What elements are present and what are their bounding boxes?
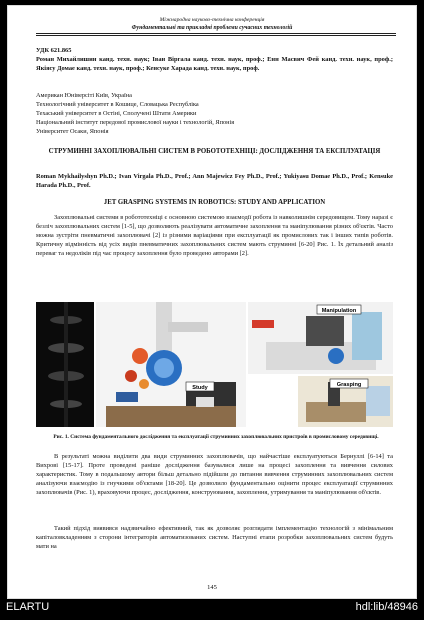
paragraph-results: В результаті можна виділити два види струминних захоплювачів, що найчастіше експлуатуються Бернуллі [6-14] та Вихрові [15-17]. Проте проведені раніше дослідження базувалися лише на процесі захоплення та вивчення силових характеристик. Тому в подальшому автори більш детально підійшли до питання вивчення струминних захоплювальних систем аналізуючи взаємодію із гнучкими об'єктами [18-20]. Це дозволило фундаментально оцінити процес експлуатації струминних захоплювачів (Рис. 1), враховуючи процес, дослідження, конструювання, захоплення, утримування та маніпулювання об'єктів. (36, 453, 393, 496)
affiliation-5: Університет Осаки, Японія (36, 128, 109, 135)
header-rule-thin (36, 35, 396, 36)
paragraph-approach: Такий підхід виявився надзвичайно ефективний, так як дозволяє розглядати імплементацію технологій з мінімальним капіталовкладенням з сторони інтеграторів автоматизованих систем. Наступні етапи розробки захоплювальних систем будуть мати на (36, 525, 393, 550)
paragraph-intro: Захоплювальні системи в робототехніці є основною системою взаємодії робота із навколишнім середовищем. Тому наразі є безліч захоплювальних систем [1-5], що дозволяють реалізувати автоматичне захоплення та маніпулювання різних об'єктів. Часто можна зустріти пневматичні захоплювачі [2] із різними варіаціями при експлуатації як промислових так і інших типів роботів. Критичну відмінність від усіх видів пневматичних захоплювальних систем мають струминні [6-20] Рис. 1. Їх детальний аналіз переваг та недоліків під час процесу захоплення було проведено авторами [2]. (36, 214, 393, 257)
udk-code: УДК 621.865 (36, 47, 72, 54)
footer-handle: hdl:lib/48946 (355, 601, 418, 613)
affiliation-3: Техаський університет в Остіні, Сполучені Штати Америки (36, 110, 197, 117)
label-grasping: Grasping (336, 381, 362, 388)
header-rule (36, 33, 396, 34)
label-study: Study (192, 384, 208, 391)
paper-page (8, 6, 416, 598)
title-ua: СТРУМИННІ ЗАХОПЛЮВАЛЬНІ СИСТЕМ В РОБОТОТЕХНІЦІ: ДОСЛІДЖЕННЯ ТА ЕКСПЛУАТАЦІЯ (48, 148, 381, 155)
affiliation-4: Національний інститут передової промислової науки і технологій, Японія (36, 119, 235, 126)
figure-1 (36, 302, 393, 427)
conference-name: Міжнародна науково-технічна конференція (159, 17, 265, 23)
label-manipulation: Manipulation (321, 307, 357, 314)
title-en: JET GRASPING SYSTEMS IN ROBOTICS: STUDY AND APPLICATION (103, 199, 326, 206)
page-number: 145 (207, 584, 217, 591)
figure-caption: Рис. 1. Система фундаментального дослідження та експлуатації струминних захоплювальних пристроїв в промисловому середовищі. (53, 434, 379, 440)
robot-gripper-image (96, 302, 246, 427)
authors-en: Roman Mykhailyshyn Ph.D.; Ivan Virgala Ph.D., Prof.; Ann Majewicz Fey Ph.D., Prof.; Yukiyasu Domae Ph.D., Prof.; Kensuke Harada Ph.D., Prof. (36, 173, 393, 189)
affiliation-1: Американ Юніверсіті Київ, Україна (36, 92, 132, 99)
conference-subtitle: Фундаментальні та прикладні проблеми сучасних технологій (131, 25, 293, 31)
footer-repository: ELARTU (6, 601, 50, 613)
flow-visualization-image (36, 302, 94, 427)
affiliation-2: Технологічний університет в Кошице, Словацька Республіка (36, 101, 199, 108)
authors-ua: Роман Михайлишин канд. техн. наук; Іван Віргала канд. техн. наук, проф.; Енн Масвич Фей канд. техн. наук, проф.; Якіясу Домае канд. техн. наук, проф.; Кенсуке Харада канд. техн. наук, проф. (36, 56, 393, 72)
